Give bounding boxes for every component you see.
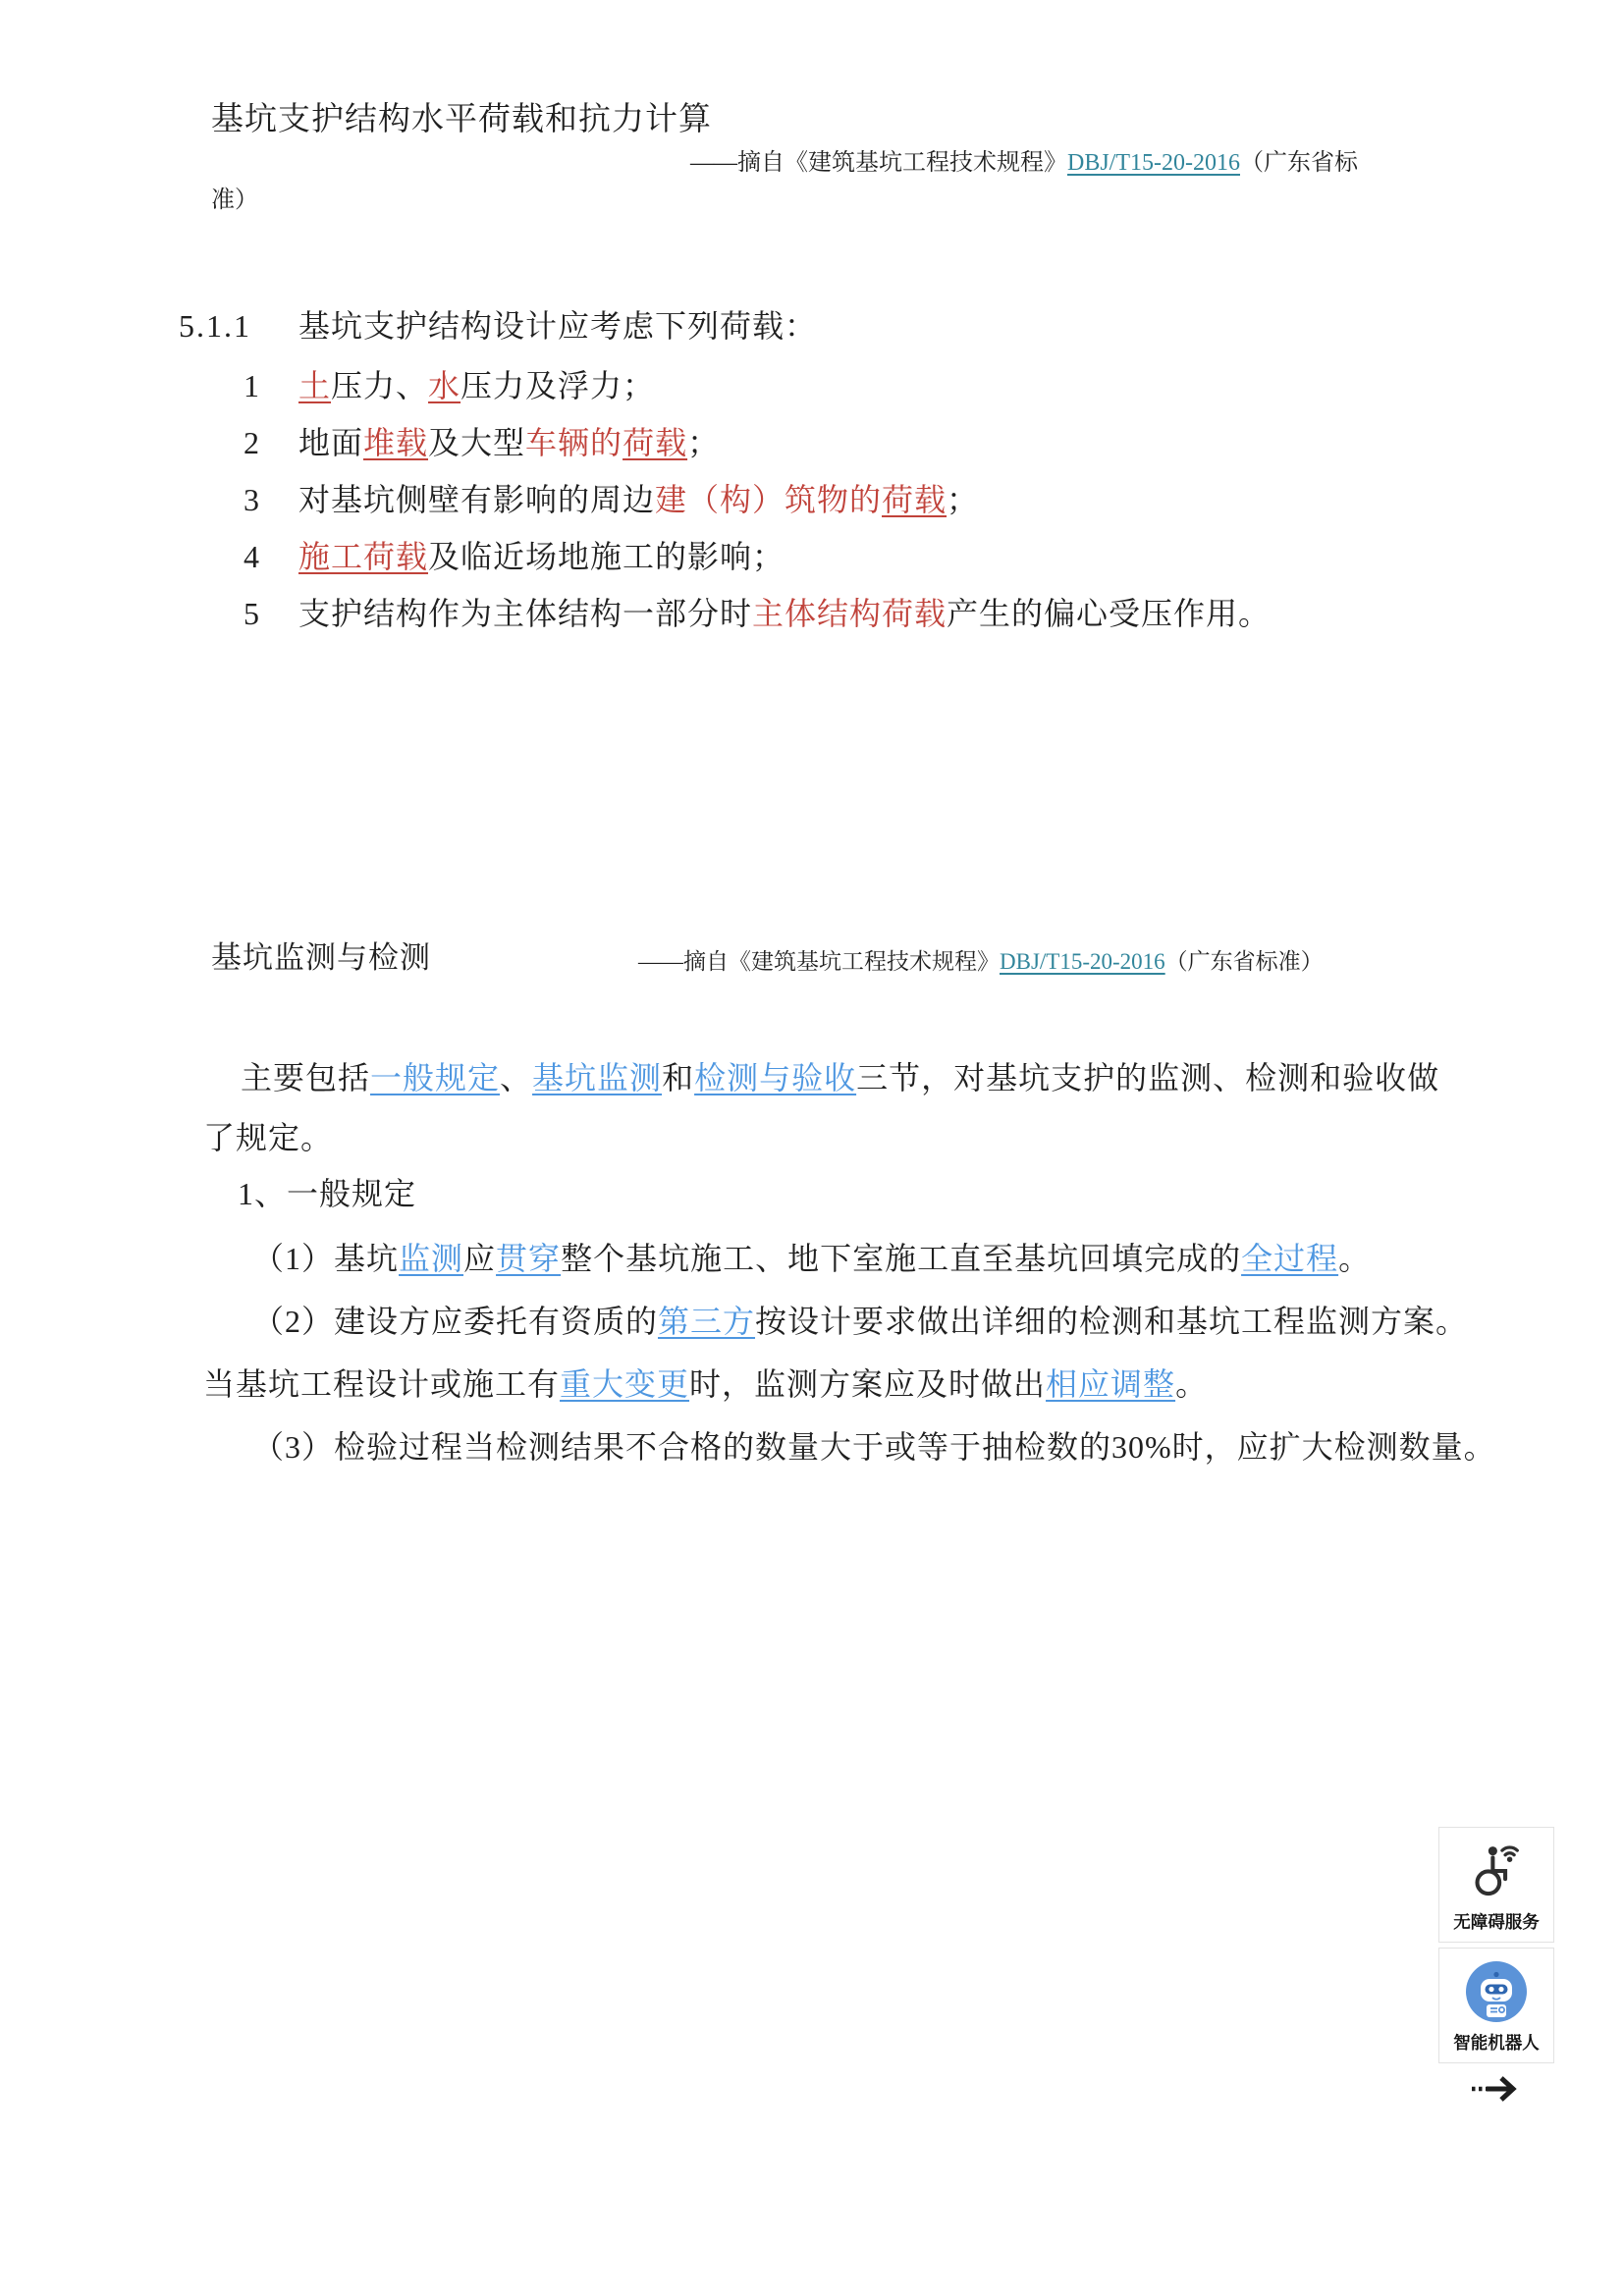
text-run: 及大型 [428,425,526,460]
inline-link[interactable]: 第三方 [658,1304,756,1339]
text-run: 按设计要求做出详细的检测和基坑工程监测方案。 [755,1304,1469,1339]
text-run: 。 [1338,1241,1372,1276]
text-run: 主体结构荷载 [752,596,947,631]
text-run: 地面 [298,425,364,460]
text-run: 施工荷载 [298,539,429,574]
text-run: 压力及浮力； [460,368,656,403]
text-run: 建（构）筑物的 [655,482,883,517]
inline-link[interactable]: 全过程 [1241,1241,1339,1276]
text-run: 支护结构作为主体结构一部分时 [298,596,753,631]
list-item [244,538,785,575]
inline-link[interactable]: 重大变更 [560,1366,690,1402]
text-run: 堆载 [363,425,429,460]
item-number: 2 [244,425,260,460]
item-text [298,539,785,574]
text-run: （3）检验过程当检测结果不合格的数量大于或等于抽检数的30%时，应扩大检测数量。 [252,1429,1496,1465]
item-number: 5 [244,596,260,631]
item-number: 1 [244,368,260,403]
text-run: 荷载 [882,482,947,517]
text-run: ； [947,482,980,517]
item-number: 3 [244,482,260,517]
standard-code-link[interactable]: DBJ/T15-20-2016 [1067,150,1240,176]
numbered-paragraph [252,1303,1468,1340]
inline-link[interactable]: 基坑监测 [532,1060,663,1095]
accessibility-service-button[interactable] [1438,1827,1554,1943]
list-item [244,595,1271,632]
text-run: 对基坑侧壁有影响的周边 [298,482,656,517]
text-run: 土 [298,368,332,403]
item-text [298,596,1271,631]
text-run: 、 [500,1060,533,1095]
inline-link[interactable]: 检测与验收 [694,1060,857,1095]
source-prefix: ——摘自《建筑基坑工程技术规程》 [690,150,1067,176]
text-run: 了规定。 [203,1120,334,1155]
section1-source-line [690,149,1358,178]
item-text [298,482,979,517]
text-run: 压力、 [331,368,429,403]
inline-link[interactable]: 贯穿 [496,1241,562,1276]
section2-title: 基坑监测与检测 [211,940,431,975]
text-run: 当基坑工程设计或施工有 [203,1366,561,1402]
text-run: 主要包括 [241,1060,371,1095]
text-run: 三节，对基坑支护的监测、检测和验收做 [856,1060,1440,1095]
wheelchair-signal-icon [1468,1837,1525,1905]
widget-label: 智能机器人 [1453,2033,1540,2053]
smart-robot-button[interactable] [1438,1948,1554,2063]
inline-link[interactable]: 一般规定 [370,1060,501,1095]
item-text [298,368,655,403]
text-run: 水 [428,368,461,403]
dashed-right-arrow-icon [1469,2073,1522,2105]
sublist-header: 1、一般规定 [238,1176,417,1211]
robot-icon [1465,1957,1528,2026]
widget-label: 无障碍服务 [1453,1912,1540,1932]
numbered-paragraph [252,1428,1496,1466]
section2-source-line [638,948,1324,976]
list-item [244,481,979,518]
section1-source-wrap: 准） [211,187,258,213]
list-item [244,367,655,404]
inline-link[interactable]: 相应调整 [1046,1366,1176,1402]
source-suffix: （广东省标 [1240,150,1358,176]
section1-title: 基坑支护结构水平荷载和抗力计算 [211,102,712,137]
numbered-paragraph [203,1365,1208,1403]
item-number: 4 [244,539,260,574]
clause-heading [179,307,817,345]
text-run: 整个基坑施工、地下室施工直至基坑回填完成的 [561,1241,1242,1276]
text-run: （2）建设方应委托有资质的 [252,1304,659,1339]
item-text [298,425,720,460]
next-page-arrow[interactable] [1469,2073,1522,2105]
paragraph-line [203,1119,333,1156]
text-run: 及临近场地施工的影响； [428,539,785,574]
source-suffix: （广东省标准） [1164,949,1324,974]
text-run: 应 [463,1241,497,1276]
paragraph-line [241,1059,1439,1096]
text-run: 荷载 [623,425,688,460]
list-item [244,424,720,461]
text-run: ； [687,425,721,460]
text-run: 和 [662,1060,695,1095]
text-run: 产生的偏心受压作用。 [947,596,1272,631]
text-run: 时，监测方案应及时做出 [689,1366,1047,1402]
standard-code-link[interactable]: DBJ/T15-20-2016 [1000,949,1165,974]
text-run: 。 [1175,1366,1209,1402]
numbered-paragraph [252,1240,1371,1277]
text-run: （1）基坑 [252,1241,400,1276]
clause-number: 5.1.1 [179,308,251,344]
text-run: 车辆的 [525,425,623,460]
clause-title: 基坑支护结构设计应考虑下列荷载： [298,308,818,344]
inline-link[interactable]: 监测 [399,1241,464,1276]
source-prefix: ——摘自《建筑基坑工程技术规程》 [638,949,1000,974]
